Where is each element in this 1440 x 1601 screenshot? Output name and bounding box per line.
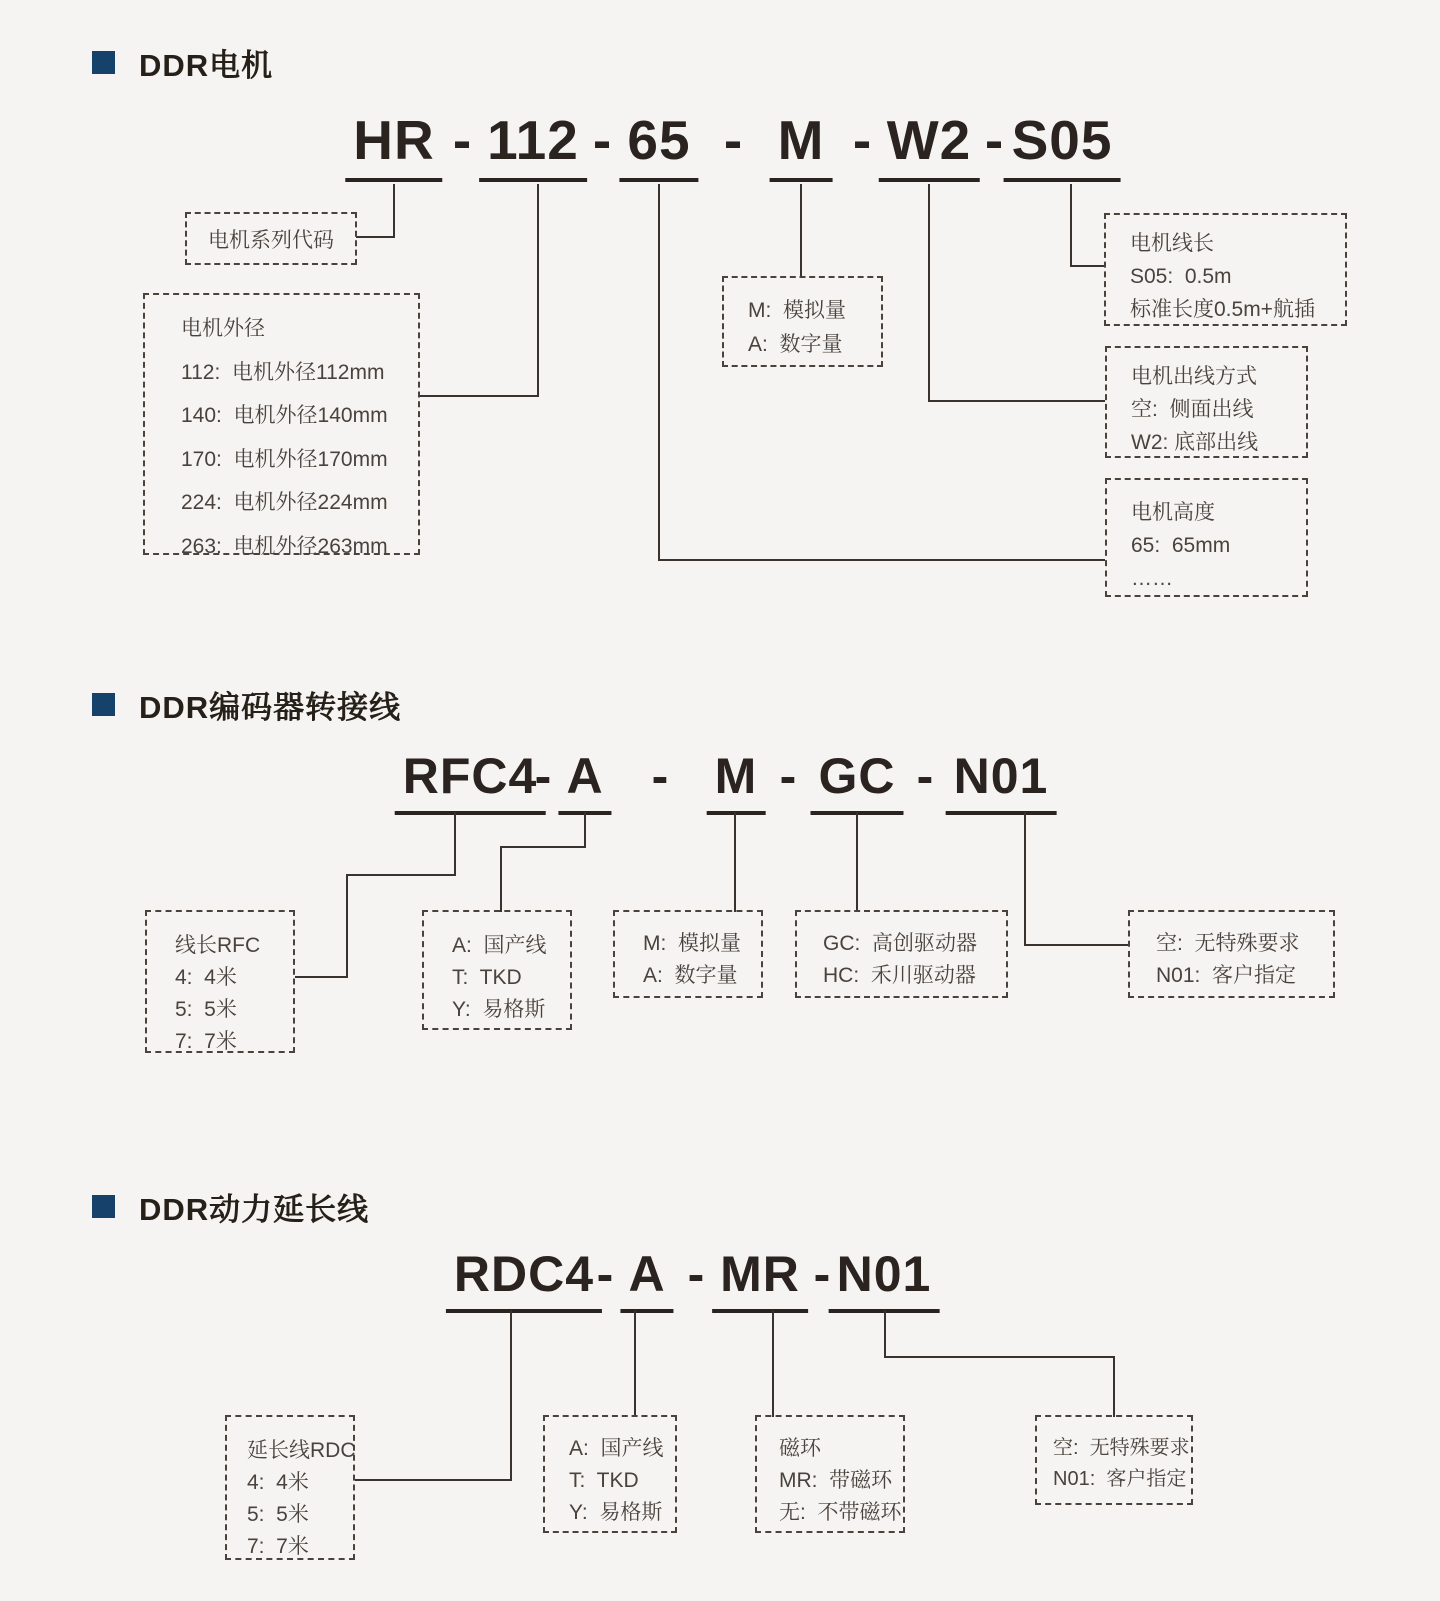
connector-line bbox=[884, 1310, 886, 1358]
code2-segment-gc: GC bbox=[811, 750, 904, 815]
code1-segment-65: 65 bbox=[619, 112, 698, 182]
section-bullet-icon bbox=[92, 693, 115, 716]
code3-segment-mr: MR bbox=[712, 1248, 808, 1313]
section2-title: DDR编码器转接线 bbox=[139, 690, 402, 725]
legend-box-motor-outlet-style: 电机出线方式 空: 侧面出线 W2: 底部出线 bbox=[1105, 346, 1308, 458]
section1-header bbox=[92, 40, 273, 85]
code2-segment-a: A bbox=[558, 750, 611, 815]
connector-line bbox=[537, 184, 539, 397]
connector-line bbox=[500, 846, 502, 912]
section-bullet-icon bbox=[92, 1195, 115, 1218]
code2-segment-m: M bbox=[707, 750, 766, 815]
connector-line bbox=[884, 1356, 1115, 1358]
connector-line bbox=[928, 400, 1105, 402]
connector-line bbox=[355, 1479, 512, 1481]
code1-segment-hr: HR bbox=[345, 112, 442, 182]
section2-header bbox=[92, 682, 401, 727]
code-separator: - bbox=[651, 748, 669, 804]
code1-segment-112: 112 bbox=[479, 112, 587, 182]
connector-line bbox=[393, 184, 395, 238]
connector-line bbox=[420, 395, 539, 397]
code1-segment-w2: W2 bbox=[879, 112, 980, 182]
section3-header bbox=[92, 1184, 369, 1229]
legend-box-motor-series-code: 电机系列代码 bbox=[185, 212, 357, 265]
code2-segment-rfc4: RFC4 bbox=[395, 750, 546, 815]
legend-box-motor-height: 电机高度 65: 65mm …… bbox=[1105, 478, 1308, 597]
legend-box-special-requirement: 空: 无特殊要求 N01: 客户指定 bbox=[1128, 910, 1335, 998]
section-bullet-icon bbox=[92, 51, 115, 74]
code-separator: - bbox=[984, 109, 1004, 171]
connector-line bbox=[1024, 944, 1128, 946]
connector-line bbox=[734, 812, 736, 912]
connector-line bbox=[346, 874, 348, 978]
legend-box-cable-brand: A: 国产线 T: TKD Y: 易格斯 bbox=[422, 910, 572, 1030]
code-separator: - bbox=[779, 748, 797, 804]
connector-line bbox=[1070, 184, 1072, 267]
code-separator: - bbox=[592, 109, 612, 171]
connector-line bbox=[772, 1310, 774, 1417]
connector-line bbox=[1113, 1356, 1115, 1417]
legend-box-rfc-cable-length: 线长RFC 4: 4米 5: 5米 7: 7米 bbox=[145, 910, 295, 1053]
code-separator: - bbox=[723, 109, 743, 171]
connector-line bbox=[658, 184, 660, 561]
connector-line bbox=[295, 976, 348, 978]
connector-line bbox=[800, 184, 802, 276]
legend-box-driver-type: GC: 高创驱动器 HC: 禾川驱动器 bbox=[795, 910, 1008, 998]
code-separator: - bbox=[813, 1246, 831, 1302]
legend-box-signal-type: M: 模拟量 A: 数字量 bbox=[613, 910, 763, 998]
connector-line bbox=[346, 874, 456, 876]
connector-line bbox=[1024, 812, 1026, 946]
connector-line bbox=[454, 812, 456, 876]
legend-box-rdc-extension-length: 延长线RDC 4: 4米 5: 5米 7: 7米 bbox=[225, 1415, 355, 1560]
connector-line bbox=[856, 812, 858, 912]
legend-box-special-requirement: 空: 无特殊要求 N01: 客户指定 bbox=[1035, 1415, 1193, 1505]
code-separator: - bbox=[687, 1246, 705, 1302]
code3-segment-rdc4: RDC4 bbox=[446, 1248, 602, 1313]
section1-title: DDR电机 bbox=[139, 48, 274, 83]
legend-box-cable-brand: A: 国产线 T: TKD Y: 易格斯 bbox=[543, 1415, 677, 1533]
connector-line bbox=[634, 1310, 636, 1417]
code1-segment-s05: S05 bbox=[1004, 112, 1121, 182]
connector-line bbox=[928, 184, 930, 402]
connector-line bbox=[658, 559, 1105, 561]
connector-line bbox=[356, 236, 395, 238]
code-separator: - bbox=[916, 748, 934, 804]
legend-box-motor-cable-length: 电机线长 S05: 0.5m 标准长度0.5m+航插 bbox=[1104, 213, 1347, 326]
code-separator: - bbox=[452, 109, 472, 171]
connector-line bbox=[500, 846, 586, 848]
connector-line bbox=[1070, 265, 1104, 267]
code-separator: - bbox=[596, 1246, 614, 1302]
code1-segment-m: M bbox=[770, 112, 833, 182]
code3-segment-a: A bbox=[620, 1248, 673, 1313]
legend-box-motor-outer-diameter: 电机外径 112: 电机外径112mm 140: 电机外径140mm 170: 电机外径170mm 224: 电机外径224mm 263: 电机外径263mm bbox=[143, 293, 420, 555]
connector-line bbox=[584, 812, 586, 848]
code-separator: - bbox=[534, 748, 552, 804]
code2-segment-n01: N01 bbox=[946, 750, 1057, 815]
section3-title: DDR动力延长线 bbox=[139, 1192, 370, 1227]
code3-segment-n01: N01 bbox=[829, 1248, 940, 1313]
code-separator: - bbox=[852, 109, 872, 171]
legend-box-magnetic-ring: 磁环 MR: 带磁环 无: 不带磁环 bbox=[755, 1415, 905, 1533]
legend-box-signal-type: M: 模拟量 A: 数字量 bbox=[722, 276, 883, 367]
connector-line bbox=[510, 1310, 512, 1481]
